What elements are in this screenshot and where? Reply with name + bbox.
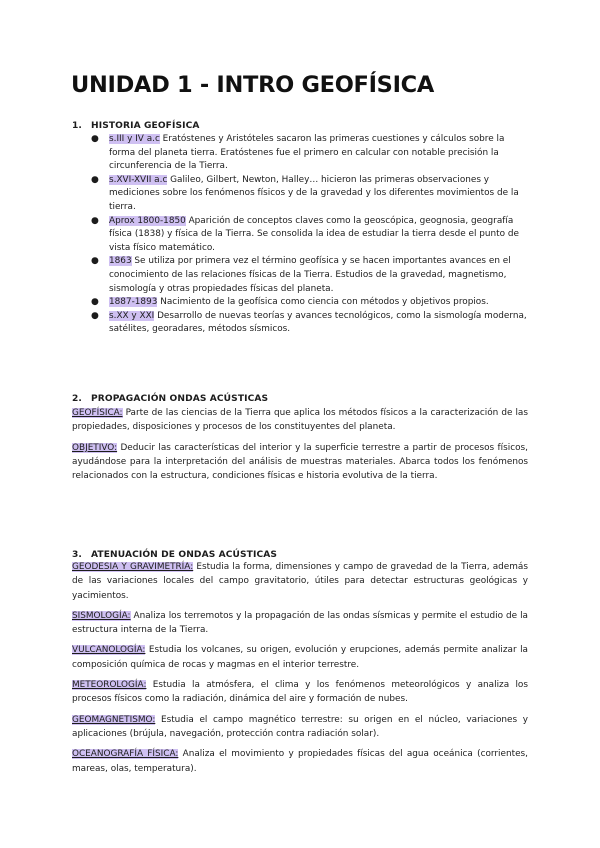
definition-paragraph <box>72 406 528 435</box>
definition-paragraph <box>72 747 528 776</box>
section-title: PROPAGACIÓN ONDAS ACÚSTICAS <box>91 394 269 404</box>
term-label: GEOFÍSICA: <box>72 408 123 418</box>
section-historia <box>72 121 532 337</box>
section-title: HISTORIA GEOFÍSICA <box>91 121 200 131</box>
item-text: Galileo, Gilbert, Newton, Halley… hicieron las primeras observaciones y mediciones sobre los fenómenos físicos y de la gravedad y los diferentes movimientos de la tierra. <box>109 174 519 212</box>
definition-paragraph <box>72 643 528 672</box>
section-number: 3. <box>72 550 82 560</box>
definition-paragraph <box>72 560 528 603</box>
history-list <box>72 133 532 337</box>
definition-paragraph <box>72 609 528 638</box>
term-text: Estudia el campo magnético terrestre: su origen en el núcleo, variaciones y aplicaciones (brújula, navegación, protección contra radiación solar). <box>72 714 528 739</box>
section-title: ATENUACIÓN DE ONDAS ACÚSTICAS <box>91 550 278 560</box>
highlighted-date: 1863 <box>109 256 132 267</box>
page-title: UNIDAD 1 - INTRO GEOFÍSICA <box>71 72 434 98</box>
term-text: Analiza los terremotos y la propagación de las ondas sísmicas y permite el estudio de la estructura interna de la Tierra. <box>72 610 528 636</box>
definition-paragraph <box>72 713 528 742</box>
item-text: Se utiliza por primera vez el término geofísica y se hacen importantes avances en el conocimiento de las relaciones físicas de la Tierra. Estudios de la gravedad, magnetismo, sismología y otras propiedades físicas del planeta. <box>109 256 511 294</box>
section-number: 2. <box>72 394 82 404</box>
item-text: Nacimiento de la geofísica como ciencia con métodos y objetivos propios. <box>157 297 489 308</box>
highlighted-date: s.XX y XXI <box>109 310 155 321</box>
list-item <box>91 215 532 256</box>
section-number: 1. <box>72 121 82 131</box>
definition-paragraph <box>72 441 528 484</box>
bullet-icon: ● <box>91 297 99 308</box>
term-text: Estudia la forma, dimensiones y campo de gravedad de la Tierra, además de las variaciones locales del campo gravitatorio, útiles para detectar estructuras geológicas y yacimientos. <box>72 562 528 601</box>
term-label: GEODESIA Y GRAVIMETRÍA: <box>72 562 194 572</box>
section-heading <box>72 121 532 131</box>
highlighted-date: s.XVI-XVII a.c <box>109 174 168 185</box>
term-label: VULCANOLOGÍA: <box>72 645 146 656</box>
term-label: OBJETIVO: <box>72 442 118 453</box>
item-text: Desarrollo de nuevas teorías y avances tecnológicos, como la sismología moderna, satélites, georadares, métodos sísmicos. <box>109 310 527 335</box>
bullet-icon: ● <box>91 215 99 226</box>
item-text: Eratóstenes y Aristóteles sacaron las primeras cuestiones y cálculos sobre la forma del planeta tierra. Eratóstenes fue el primero en calcular con notable precisión la circunferencia de la Tierra. <box>109 134 505 172</box>
definition-paragraph <box>72 678 528 707</box>
list-item <box>91 255 532 296</box>
item-text: Aparición de conceptos claves como la geoscópica, geognosia, geografía física (1838) y física de la Tierra. Se consolida la idea de estudiar la tierra desde el punto de vista físico matemático. <box>109 215 519 253</box>
bullet-icon: ● <box>91 174 99 185</box>
term-text: Deducir las características del interior y la superficie terrestre a partir de procesos físicos, ayudándose para la interpretación del análisis de muestras materiales. Abarca todos los fenómenos relacionados con la estructura, condiciones físicas e historia evolutiva de la tierra. <box>72 442 528 482</box>
list-item <box>91 133 532 174</box>
highlighted-date: s.III y IV a.c <box>109 134 160 144</box>
bullet-icon: ● <box>91 134 99 144</box>
term-text: Estudia la atmósfera, el clima y los fenómenos meteorológicos y analiza los procesos físicos como la radiación, dinámica del aire y formación de nubes. <box>72 680 528 705</box>
list-item <box>91 174 532 215</box>
term-text: Analiza el movimiento y propiedades físicas del agua oceánica (corrientes, mareas, olas, temperatura). <box>72 749 528 774</box>
list-item <box>91 296 532 310</box>
bullet-icon: ● <box>91 310 99 321</box>
highlighted-date: 1887-1893 <box>109 297 158 308</box>
section-atenuacion <box>72 550 528 776</box>
section-heading <box>72 550 528 560</box>
term-text: Estudia los volcanes, su origen, evolución y erupciones, además permite analizar la composición química de rocas y magmas en el interior terrestre. <box>72 645 528 670</box>
bullet-icon: ● <box>91 256 99 267</box>
term-label: OCEANOGRAFÍA FÍSICA: <box>72 749 179 760</box>
section-heading <box>72 394 528 404</box>
term-text: Parte de las ciencias de la Tierra que aplica los métodos físicos a la caracterización de las propiedades, disposiciones y procesos de los constituyentes del planeta. <box>72 408 528 433</box>
term-label: SISMOLOGÍA: <box>72 610 131 621</box>
section-propagacion <box>72 394 528 483</box>
term-label: GEOMAGNETISMO: <box>72 714 156 725</box>
term-label: METEOROLOGÍA: <box>72 680 147 691</box>
highlighted-date: Aprox 1800-1850 <box>109 215 186 226</box>
list-item <box>91 310 532 337</box>
